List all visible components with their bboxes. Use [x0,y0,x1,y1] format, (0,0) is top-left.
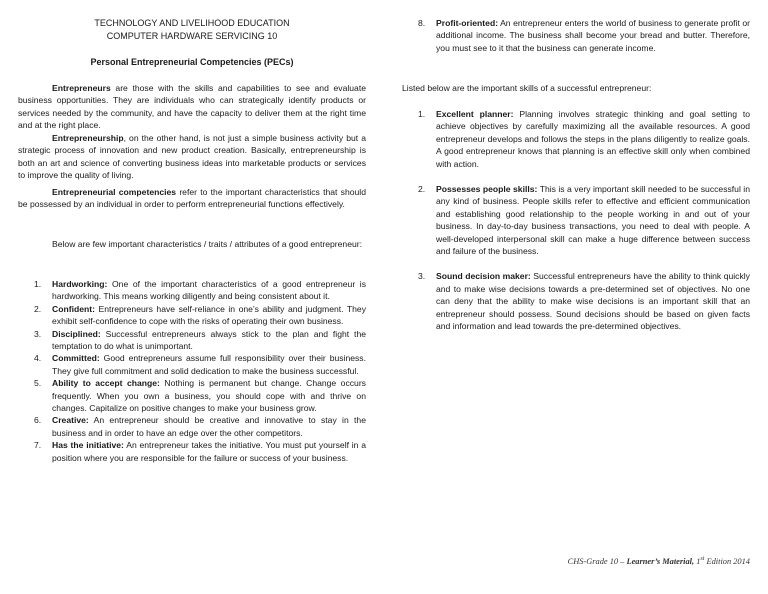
paragraph-text: are those with the skills and capabilities to see and evaluate business opportunities. They are individuals who can strategically identify products or services needed by the community, and have the capacity to deliver them at the right time and at the right place. [18,83,366,131]
paragraph-entrepreneurs [18,82,366,132]
paragraph-competencies [18,186,366,211]
header-line-2: COMPUTER HARDWARE SERVICING 10 [106,31,278,41]
list-item: 7. Has the initiative: An entrepreneur takes the initiative. You must put yourself in a position where you are responsible for the failure or success of your business. [34,440,367,463]
list-item: 6. Creative: An entrepreneur should be creative and innovative to stay in the business and in order to have an edge over the other competitors. [34,415,366,438]
skills-list [402,108,750,333]
list-item: 8. Profit-oriented: An entrepreneur enters the world of business to generate profit or additional income. The business shall become your bread and butter. Therefore, you must see to it that the business can generate income. [418,18,750,53]
traits-list-continued [402,17,750,54]
list-item: 4. Committed: Good entrepreneurs assume full responsibility over their business. They give full commitment and solid dedication to make the business successful. [34,353,366,376]
term-entrepreneurs: Entrepreneurs [52,83,111,93]
term-competencies: Entrepreneurial competencies [52,187,177,197]
list-item: 3. Disciplined: Successful entrepreneurs always stick to the plan and fight the temptation to do what is unimportant. [34,328,366,352]
page-title: Personal Entrepreneurial Competencies (PECs) [90,57,294,67]
list-item: 1. Excellent planner: Planning involves strategic thinking and goal setting to achieve objectives by carefully maximizing all the available resources. A good entrepreneur develops and follows the steps in the plans diligently to realize goals. A good entrepreneur knows that planning is an effective skill only when combined with action. [418,109,750,169]
list-item: 2. Possesses people skills: This is a very important skill needed to be successful in any kind of business. People skills refer to effective and efficient communication and establishing good relationship to the people working in and out of your business. In day-to-day business transactions, you need to deal with people. A well-developed interpersonal skill can make a huge difference between success and failure of the business. [418,184,750,257]
paragraph-traits-intro: Below are few important characteristics / traits / attributes of a good entrepreneur: [52,239,363,249]
paragraph-text: refer to the important characteristics that should be possessed by an individual in order to perform entrepreneurial functions effectively. [18,187,366,210]
list-item: 3. Sound decision maker: Successful entrepreneurs have the ability to think quickly and to make wise decisions towards a pre-determined set of objectives. No one can deny that the ability to make wise decisions is an important skill that an entrepreneur should possess. Sound decisions should be based on given facts and information and lead towards the pre-determined objectives. [418,271,750,332]
list-item: 2. Confident: Entrepreneurs have self-reliance in one’s ability and judgment. They exhibit self-confidence to cope with the risks of operating their own business. [34,303,366,327]
header-line-1: TECHNOLOGY AND LIVELIHOOD EDUCATION [94,18,290,28]
page-footer: CHS-Grade 10 – Learner’s Material, 1st Edition 2014 [567,556,750,566]
list-item: 1. Hardworking: One of the important characteristics of a good entrepreneur is hardworking. This means working diligently and being consistent about it. [34,279,366,302]
list-item: 5. Ability to accept change: Nothing is permanent but change. Change occurs frequently. When you own a business, you should cope with and thrive on changes. Capitalize on positive changes to make your business grow. [34,378,366,414]
skills-intro: Listed below are the important skills of a successful entrepreneur: [402,83,652,93]
paragraph-entrepreneurship [18,132,366,182]
paragraph-text: , on the other hand, is not just a simple business activity but a strategic process of innovation and new product creation. Basically, entrepreneurship is both an art and science of converting business ideas into marketable products or services to improve the quality of living. [18,133,366,181]
traits-list [18,278,366,464]
term-entrepreneurship: Entrepreneurship [52,133,124,143]
